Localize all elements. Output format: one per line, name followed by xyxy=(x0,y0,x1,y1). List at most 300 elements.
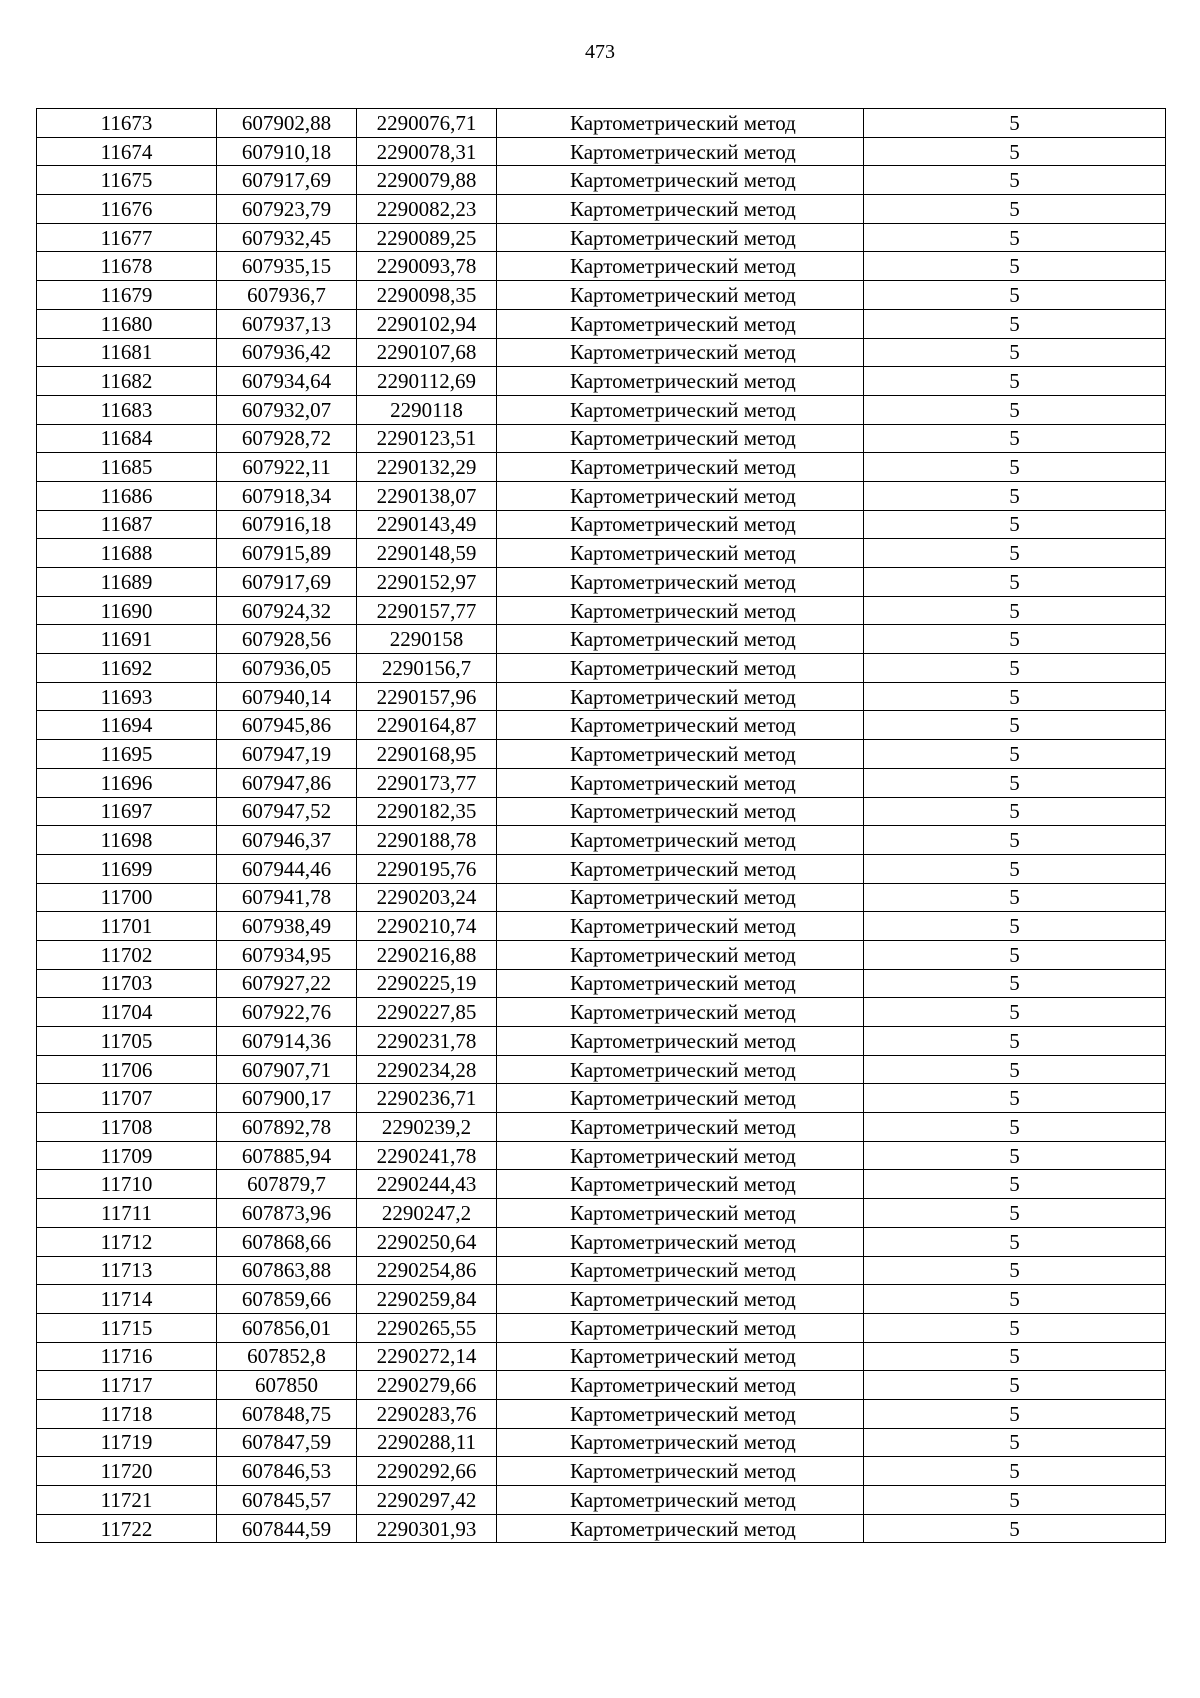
y-coordinate-cell: 2290265,55 xyxy=(357,1313,497,1342)
accuracy-cell: 5 xyxy=(864,166,1166,195)
method-cell: Картометрический метод xyxy=(497,883,864,912)
method-cell: Картометрический метод xyxy=(497,109,864,138)
y-coordinate-cell: 2290168,95 xyxy=(357,740,497,769)
point-number-cell: 11720 xyxy=(37,1457,217,1486)
y-coordinate-cell: 2290288,11 xyxy=(357,1428,497,1457)
point-number-cell: 11711 xyxy=(37,1199,217,1228)
y-coordinate-cell: 2290279,66 xyxy=(357,1371,497,1400)
x-coordinate-cell: 607859,66 xyxy=(217,1285,357,1314)
y-coordinate-cell: 2290250,64 xyxy=(357,1227,497,1256)
table-row xyxy=(37,1285,1166,1314)
table-row xyxy=(37,1457,1166,1486)
accuracy-cell: 5 xyxy=(864,1285,1166,1314)
y-coordinate-cell: 2290093,78 xyxy=(357,252,497,281)
method-cell: Картометрический метод xyxy=(497,1227,864,1256)
point-number-cell: 11708 xyxy=(37,1113,217,1142)
point-number-cell: 11689 xyxy=(37,568,217,597)
method-cell: Картометрический метод xyxy=(497,539,864,568)
x-coordinate-cell: 607947,52 xyxy=(217,797,357,826)
y-coordinate-cell: 2290107,68 xyxy=(357,338,497,367)
table-row xyxy=(37,481,1166,510)
point-number-cell: 11690 xyxy=(37,596,217,625)
table-row xyxy=(37,395,1166,424)
table-row xyxy=(37,453,1166,482)
x-coordinate-cell: 607946,37 xyxy=(217,826,357,855)
point-number-cell: 11676 xyxy=(37,195,217,224)
point-number-cell: 11693 xyxy=(37,682,217,711)
x-coordinate-cell: 607892,78 xyxy=(217,1113,357,1142)
x-coordinate-cell: 607928,72 xyxy=(217,424,357,453)
method-cell: Картометрический метод xyxy=(497,166,864,195)
y-coordinate-cell: 2290234,28 xyxy=(357,1055,497,1084)
x-coordinate-cell: 607934,64 xyxy=(217,367,357,396)
table-row xyxy=(37,281,1166,310)
accuracy-cell: 5 xyxy=(864,1371,1166,1400)
x-coordinate-cell: 607885,94 xyxy=(217,1141,357,1170)
point-number-cell: 11673 xyxy=(37,109,217,138)
point-number-cell: 11695 xyxy=(37,740,217,769)
point-number-cell: 11677 xyxy=(37,223,217,252)
accuracy-cell: 5 xyxy=(864,1514,1166,1543)
x-coordinate-cell: 607932,45 xyxy=(217,223,357,252)
x-coordinate-cell: 607910,18 xyxy=(217,137,357,166)
x-coordinate-cell: 607852,8 xyxy=(217,1342,357,1371)
table-row xyxy=(37,309,1166,338)
accuracy-cell: 5 xyxy=(864,109,1166,138)
point-number-cell: 11696 xyxy=(37,768,217,797)
method-cell: Картометрический метод xyxy=(497,1256,864,1285)
accuracy-cell: 5 xyxy=(864,395,1166,424)
y-coordinate-cell: 2290157,96 xyxy=(357,682,497,711)
y-coordinate-cell: 2290297,42 xyxy=(357,1486,497,1515)
table-row xyxy=(37,682,1166,711)
method-cell: Картометрический метод xyxy=(497,252,864,281)
accuracy-cell: 5 xyxy=(864,1113,1166,1142)
method-cell: Картометрический метод xyxy=(497,367,864,396)
table-row xyxy=(37,654,1166,683)
table-row xyxy=(37,367,1166,396)
accuracy-cell: 5 xyxy=(864,1486,1166,1515)
method-cell: Картометрический метод xyxy=(497,940,864,969)
point-number-cell: 11722 xyxy=(37,1514,217,1543)
table-row xyxy=(37,711,1166,740)
y-coordinate-cell: 2290210,74 xyxy=(357,912,497,941)
method-cell: Картометрический метод xyxy=(497,1399,864,1428)
point-number-cell: 11715 xyxy=(37,1313,217,1342)
table-row xyxy=(37,1371,1166,1400)
table-row xyxy=(37,166,1166,195)
y-coordinate-cell: 2290231,78 xyxy=(357,1027,497,1056)
y-coordinate-cell: 2290112,69 xyxy=(357,367,497,396)
method-cell: Картометрический метод xyxy=(497,338,864,367)
accuracy-cell: 5 xyxy=(864,195,1166,224)
method-cell: Картометрический метод xyxy=(497,1113,864,1142)
x-coordinate-cell: 607873,96 xyxy=(217,1199,357,1228)
table-row xyxy=(37,424,1166,453)
accuracy-cell: 5 xyxy=(864,1199,1166,1228)
table-row xyxy=(37,625,1166,654)
point-number-cell: 11718 xyxy=(37,1399,217,1428)
accuracy-cell: 5 xyxy=(864,740,1166,769)
method-cell: Картометрический метод xyxy=(497,1055,864,1084)
method-cell: Картометрический метод xyxy=(497,854,864,883)
method-cell: Картометрический метод xyxy=(497,682,864,711)
x-coordinate-cell: 607944,46 xyxy=(217,854,357,883)
method-cell: Картометрический метод xyxy=(497,1514,864,1543)
coordinates-table-body xyxy=(37,109,1166,1543)
x-coordinate-cell: 607917,69 xyxy=(217,568,357,597)
table-row xyxy=(37,854,1166,883)
y-coordinate-cell: 2290089,25 xyxy=(357,223,497,252)
method-cell: Картометрический метод xyxy=(497,912,864,941)
accuracy-cell: 5 xyxy=(864,223,1166,252)
x-coordinate-cell: 607845,57 xyxy=(217,1486,357,1515)
y-coordinate-cell: 2290158 xyxy=(357,625,497,654)
x-coordinate-cell: 607907,71 xyxy=(217,1055,357,1084)
method-cell: Картометрический метод xyxy=(497,826,864,855)
accuracy-cell: 5 xyxy=(864,539,1166,568)
x-coordinate-cell: 607947,86 xyxy=(217,768,357,797)
method-cell: Картометрический метод xyxy=(497,137,864,166)
accuracy-cell: 5 xyxy=(864,1027,1166,1056)
x-coordinate-cell: 607936,42 xyxy=(217,338,357,367)
method-cell: Картометрический метод xyxy=(497,1371,864,1400)
table-row xyxy=(37,768,1166,797)
y-coordinate-cell: 2290143,49 xyxy=(357,510,497,539)
x-coordinate-cell: 607938,49 xyxy=(217,912,357,941)
table-row xyxy=(37,1313,1166,1342)
x-coordinate-cell: 607844,59 xyxy=(217,1514,357,1543)
accuracy-cell: 5 xyxy=(864,625,1166,654)
accuracy-cell: 5 xyxy=(864,1084,1166,1113)
table-row xyxy=(37,740,1166,769)
point-number-cell: 11721 xyxy=(37,1486,217,1515)
table-row xyxy=(37,1027,1166,1056)
point-number-cell: 11704 xyxy=(37,998,217,1027)
point-number-cell: 11707 xyxy=(37,1084,217,1113)
x-coordinate-cell: 607924,32 xyxy=(217,596,357,625)
point-number-cell: 11717 xyxy=(37,1371,217,1400)
method-cell: Картометрический метод xyxy=(497,453,864,482)
x-coordinate-cell: 607846,53 xyxy=(217,1457,357,1486)
x-coordinate-cell: 607917,69 xyxy=(217,166,357,195)
table-row xyxy=(37,137,1166,166)
x-coordinate-cell: 607941,78 xyxy=(217,883,357,912)
x-coordinate-cell: 607914,36 xyxy=(217,1027,357,1056)
table-row xyxy=(37,912,1166,941)
y-coordinate-cell: 2290216,88 xyxy=(357,940,497,969)
accuracy-cell: 5 xyxy=(864,481,1166,510)
point-number-cell: 11705 xyxy=(37,1027,217,1056)
x-coordinate-cell: 607927,22 xyxy=(217,969,357,998)
point-number-cell: 11686 xyxy=(37,481,217,510)
point-number-cell: 11701 xyxy=(37,912,217,941)
y-coordinate-cell: 2290254,86 xyxy=(357,1256,497,1285)
point-number-cell: 11684 xyxy=(37,424,217,453)
table-row xyxy=(37,252,1166,281)
table-row xyxy=(37,826,1166,855)
y-coordinate-cell: 2290272,14 xyxy=(357,1342,497,1371)
accuracy-cell: 5 xyxy=(864,137,1166,166)
accuracy-cell: 5 xyxy=(864,1256,1166,1285)
method-cell: Картометрический метод xyxy=(497,1084,864,1113)
table-row xyxy=(37,1199,1166,1228)
y-coordinate-cell: 2290123,51 xyxy=(357,424,497,453)
y-coordinate-cell: 2290148,59 xyxy=(357,539,497,568)
y-coordinate-cell: 2290247,2 xyxy=(357,1199,497,1228)
table-row xyxy=(37,109,1166,138)
accuracy-cell: 5 xyxy=(864,1055,1166,1084)
method-cell: Картометрический метод xyxy=(497,1141,864,1170)
x-coordinate-cell: 607934,95 xyxy=(217,940,357,969)
x-coordinate-cell: 607868,66 xyxy=(217,1227,357,1256)
point-number-cell: 11713 xyxy=(37,1256,217,1285)
method-cell: Картометрический метод xyxy=(497,969,864,998)
point-number-cell: 11691 xyxy=(37,625,217,654)
table-row xyxy=(37,1227,1166,1256)
method-cell: Картометрический метод xyxy=(497,1199,864,1228)
table-row xyxy=(37,1170,1166,1199)
point-number-cell: 11692 xyxy=(37,654,217,683)
point-number-cell: 11688 xyxy=(37,539,217,568)
method-cell: Картометрический метод xyxy=(497,510,864,539)
table-row xyxy=(37,539,1166,568)
x-coordinate-cell: 607935,15 xyxy=(217,252,357,281)
point-number-cell: 11714 xyxy=(37,1285,217,1314)
accuracy-cell: 5 xyxy=(864,309,1166,338)
point-number-cell: 11702 xyxy=(37,940,217,969)
accuracy-cell: 5 xyxy=(864,1141,1166,1170)
accuracy-cell: 5 xyxy=(864,654,1166,683)
point-number-cell: 11685 xyxy=(37,453,217,482)
point-number-cell: 11698 xyxy=(37,826,217,855)
point-number-cell: 11680 xyxy=(37,309,217,338)
accuracy-cell: 5 xyxy=(864,510,1166,539)
table-row xyxy=(37,338,1166,367)
method-cell: Картометрический метод xyxy=(497,711,864,740)
accuracy-cell: 5 xyxy=(864,826,1166,855)
y-coordinate-cell: 2290164,87 xyxy=(357,711,497,740)
x-coordinate-cell: 607879,7 xyxy=(217,1170,357,1199)
method-cell: Картометрический метод xyxy=(497,1027,864,1056)
point-number-cell: 11697 xyxy=(37,797,217,826)
x-coordinate-cell: 607848,75 xyxy=(217,1399,357,1428)
table-row xyxy=(37,969,1166,998)
y-coordinate-cell: 2290157,77 xyxy=(357,596,497,625)
y-coordinate-cell: 2290236,71 xyxy=(357,1084,497,1113)
accuracy-cell: 5 xyxy=(864,424,1166,453)
x-coordinate-cell: 607900,17 xyxy=(217,1084,357,1113)
method-cell: Картометрический метод xyxy=(497,625,864,654)
x-coordinate-cell: 607928,56 xyxy=(217,625,357,654)
accuracy-cell: 5 xyxy=(864,1342,1166,1371)
method-cell: Картометрический метод xyxy=(497,309,864,338)
table-row xyxy=(37,1084,1166,1113)
y-coordinate-cell: 2290132,29 xyxy=(357,453,497,482)
table-row xyxy=(37,1141,1166,1170)
point-number-cell: 11681 xyxy=(37,338,217,367)
y-coordinate-cell: 2290195,76 xyxy=(357,854,497,883)
accuracy-cell: 5 xyxy=(864,711,1166,740)
y-coordinate-cell: 2290203,24 xyxy=(357,883,497,912)
method-cell: Картометрический метод xyxy=(497,395,864,424)
y-coordinate-cell: 2290082,23 xyxy=(357,195,497,224)
table-row xyxy=(37,195,1166,224)
accuracy-cell: 5 xyxy=(864,883,1166,912)
y-coordinate-cell: 2290227,85 xyxy=(357,998,497,1027)
x-coordinate-cell: 607932,07 xyxy=(217,395,357,424)
y-coordinate-cell: 2290239,2 xyxy=(357,1113,497,1142)
table-row xyxy=(37,940,1166,969)
y-coordinate-cell: 2290076,71 xyxy=(357,109,497,138)
accuracy-cell: 5 xyxy=(864,367,1166,396)
table-row xyxy=(37,797,1166,826)
method-cell: Картометрический метод xyxy=(497,797,864,826)
method-cell: Картометрический метод xyxy=(497,1170,864,1199)
table-row xyxy=(37,596,1166,625)
point-number-cell: 11709 xyxy=(37,1141,217,1170)
table-row xyxy=(37,1428,1166,1457)
method-cell: Картометрический метод xyxy=(497,740,864,769)
point-number-cell: 11674 xyxy=(37,137,217,166)
x-coordinate-cell: 607936,05 xyxy=(217,654,357,683)
point-number-cell: 11682 xyxy=(37,367,217,396)
accuracy-cell: 5 xyxy=(864,1457,1166,1486)
accuracy-cell: 5 xyxy=(864,1428,1166,1457)
point-number-cell: 11699 xyxy=(37,854,217,883)
x-coordinate-cell: 607922,11 xyxy=(217,453,357,482)
accuracy-cell: 5 xyxy=(864,998,1166,1027)
point-number-cell: 11679 xyxy=(37,281,217,310)
y-coordinate-cell: 2290283,76 xyxy=(357,1399,497,1428)
x-coordinate-cell: 607947,19 xyxy=(217,740,357,769)
x-coordinate-cell: 607916,18 xyxy=(217,510,357,539)
accuracy-cell: 5 xyxy=(864,768,1166,797)
accuracy-cell: 5 xyxy=(864,252,1166,281)
x-coordinate-cell: 607945,86 xyxy=(217,711,357,740)
method-cell: Картометрический метод xyxy=(497,568,864,597)
method-cell: Картометрический метод xyxy=(497,1285,864,1314)
accuracy-cell: 5 xyxy=(864,912,1166,941)
method-cell: Картометрический метод xyxy=(497,281,864,310)
x-coordinate-cell: 607850 xyxy=(217,1371,357,1400)
accuracy-cell: 5 xyxy=(864,453,1166,482)
x-coordinate-cell: 607863,88 xyxy=(217,1256,357,1285)
y-coordinate-cell: 2290118 xyxy=(357,395,497,424)
method-cell: Картометрический метод xyxy=(497,195,864,224)
point-number-cell: 11687 xyxy=(37,510,217,539)
method-cell: Картометрический метод xyxy=(497,481,864,510)
point-number-cell: 11678 xyxy=(37,252,217,281)
point-number-cell: 11683 xyxy=(37,395,217,424)
y-coordinate-cell: 2290259,84 xyxy=(357,1285,497,1314)
method-cell: Картометрический метод xyxy=(497,654,864,683)
table-row xyxy=(37,1514,1166,1543)
table-row xyxy=(37,883,1166,912)
y-coordinate-cell: 2290102,94 xyxy=(357,309,497,338)
page-number: 473 xyxy=(585,41,615,63)
point-number-cell: 11675 xyxy=(37,166,217,195)
accuracy-cell: 5 xyxy=(864,281,1166,310)
table-row xyxy=(37,1256,1166,1285)
point-number-cell: 11712 xyxy=(37,1227,217,1256)
method-cell: Картометрический метод xyxy=(497,1313,864,1342)
point-number-cell: 11716 xyxy=(37,1342,217,1371)
table-row xyxy=(37,1342,1166,1371)
table-row xyxy=(37,510,1166,539)
y-coordinate-cell: 2290173,77 xyxy=(357,768,497,797)
table-row xyxy=(37,568,1166,597)
y-coordinate-cell: 2290225,19 xyxy=(357,969,497,998)
coordinates-table xyxy=(36,108,1166,1543)
point-number-cell: 11700 xyxy=(37,883,217,912)
accuracy-cell: 5 xyxy=(864,940,1166,969)
method-cell: Картометрический метод xyxy=(497,1342,864,1371)
table-row xyxy=(37,1399,1166,1428)
table-row xyxy=(37,223,1166,252)
accuracy-cell: 5 xyxy=(864,596,1166,625)
y-coordinate-cell: 2290182,35 xyxy=(357,797,497,826)
method-cell: Картометрический метод xyxy=(497,998,864,1027)
x-coordinate-cell: 607847,59 xyxy=(217,1428,357,1457)
method-cell: Картометрический метод xyxy=(497,768,864,797)
table-row xyxy=(37,1055,1166,1084)
y-coordinate-cell: 2290244,43 xyxy=(357,1170,497,1199)
x-coordinate-cell: 607940,14 xyxy=(217,682,357,711)
table-row xyxy=(37,998,1166,1027)
point-number-cell: 11710 xyxy=(37,1170,217,1199)
accuracy-cell: 5 xyxy=(864,854,1166,883)
x-coordinate-cell: 607918,34 xyxy=(217,481,357,510)
accuracy-cell: 5 xyxy=(864,682,1166,711)
accuracy-cell: 5 xyxy=(864,1399,1166,1428)
accuracy-cell: 5 xyxy=(864,338,1166,367)
table-row xyxy=(37,1113,1166,1142)
accuracy-cell: 5 xyxy=(864,969,1166,998)
point-number-cell: 11719 xyxy=(37,1428,217,1457)
y-coordinate-cell: 2290078,31 xyxy=(357,137,497,166)
x-coordinate-cell: 607856,01 xyxy=(217,1313,357,1342)
point-number-cell: 11703 xyxy=(37,969,217,998)
method-cell: Картометрический метод xyxy=(497,424,864,453)
accuracy-cell: 5 xyxy=(864,1313,1166,1342)
accuracy-cell: 5 xyxy=(864,797,1166,826)
x-coordinate-cell: 607915,89 xyxy=(217,539,357,568)
method-cell: Картометрический метод xyxy=(497,1486,864,1515)
y-coordinate-cell: 2290098,35 xyxy=(357,281,497,310)
x-coordinate-cell: 607902,88 xyxy=(217,109,357,138)
y-coordinate-cell: 2290188,78 xyxy=(357,826,497,855)
point-number-cell: 11694 xyxy=(37,711,217,740)
method-cell: Картометрический метод xyxy=(497,1428,864,1457)
method-cell: Картометрический метод xyxy=(497,223,864,252)
method-cell: Картометрический метод xyxy=(497,1457,864,1486)
accuracy-cell: 5 xyxy=(864,568,1166,597)
y-coordinate-cell: 2290138,07 xyxy=(357,481,497,510)
x-coordinate-cell: 607923,79 xyxy=(217,195,357,224)
x-coordinate-cell: 607937,13 xyxy=(217,309,357,338)
accuracy-cell: 5 xyxy=(864,1170,1166,1199)
y-coordinate-cell: 2290079,88 xyxy=(357,166,497,195)
y-coordinate-cell: 2290301,93 xyxy=(357,1514,497,1543)
table-row xyxy=(37,1486,1166,1515)
accuracy-cell: 5 xyxy=(864,1227,1166,1256)
x-coordinate-cell: 607922,76 xyxy=(217,998,357,1027)
x-coordinate-cell: 607936,7 xyxy=(217,281,357,310)
y-coordinate-cell: 2290241,78 xyxy=(357,1141,497,1170)
method-cell: Картометрический метод xyxy=(497,596,864,625)
y-coordinate-cell: 2290152,97 xyxy=(357,568,497,597)
